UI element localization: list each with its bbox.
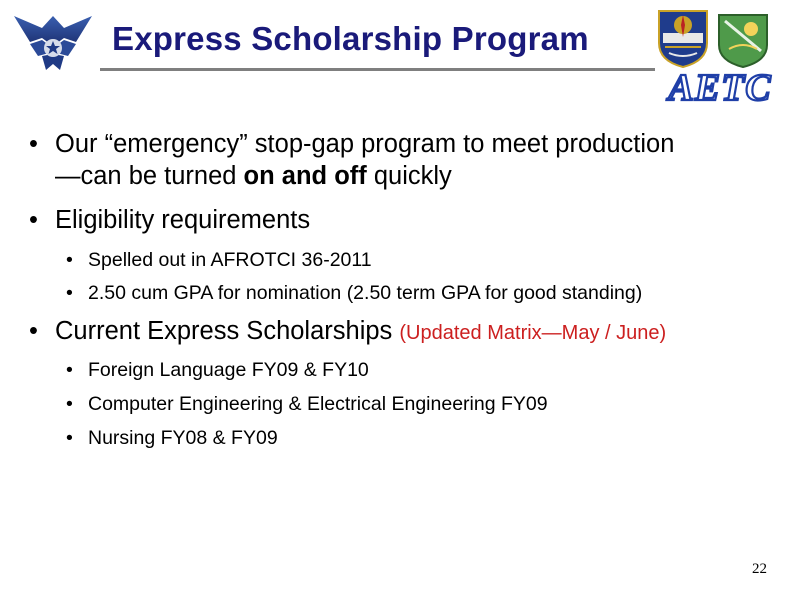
bullet-dot: • xyxy=(66,282,73,304)
bullet-dot: • xyxy=(66,249,73,271)
sub-bullet-text: Spelled out in AFROTCI 36-2011 xyxy=(88,249,372,271)
sub-bullet xyxy=(66,425,278,451)
bullet-dot: • xyxy=(66,427,73,449)
bullet-program xyxy=(29,128,675,192)
bullet-text: Eligibility requirements xyxy=(55,206,311,234)
bullet-line: Our “emergency” stop-gap program to meet production xyxy=(55,130,675,158)
text-run: quickly xyxy=(366,162,452,190)
svg-text:AETC: AETC xyxy=(668,67,772,108)
sub-bullet xyxy=(66,280,643,306)
sub-bullet-text: 2.50 cum GPA for nomination (2.50 term GPA for good standing) xyxy=(88,282,643,304)
updated-matrix-note: (Updated Matrix—May / June) xyxy=(399,322,667,344)
emphasis-text: on and off xyxy=(243,162,367,190)
bullet-dot: • xyxy=(66,359,73,381)
bullet-dot: • xyxy=(29,130,38,158)
bullet-eligibility xyxy=(29,204,311,236)
bullet-dot: • xyxy=(66,393,73,415)
bullet-dot: • xyxy=(29,206,38,234)
slide-title: Express Scholarship Program xyxy=(112,20,589,57)
bullet-text: Current Express Scholarships xyxy=(55,317,400,345)
sub-bullet xyxy=(66,391,548,417)
sub-bullet-text: Foreign Language FY09 & FY10 xyxy=(88,359,369,381)
sub-bullet-text: Computer Engineering & Electrical Engineering FY09 xyxy=(88,393,548,415)
bullet-dot: • xyxy=(29,317,38,345)
page-number: 22 xyxy=(752,561,767,577)
text-run: —can be turned xyxy=(55,162,244,190)
bullet-line xyxy=(55,160,674,192)
bullet-current-scholarships xyxy=(29,315,667,349)
sub-bullet-text: Nursing FY08 & FY09 xyxy=(88,427,278,449)
sub-bullet xyxy=(66,247,372,273)
sub-bullet xyxy=(66,357,369,383)
